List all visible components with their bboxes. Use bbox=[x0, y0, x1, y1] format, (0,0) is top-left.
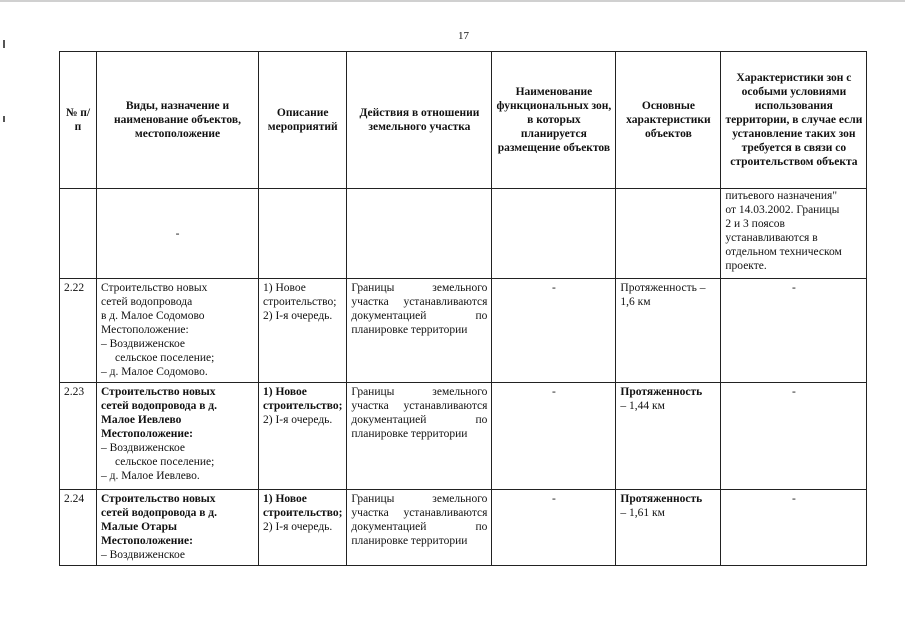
table-row bbox=[60, 490, 867, 566]
cell-name bbox=[97, 490, 259, 566]
header-zones: Наименование функциональных зон, в которых планируется размещение объектов bbox=[492, 52, 616, 189]
cell-special: - bbox=[721, 490, 867, 566]
desc-line: 2) I-я очередь. bbox=[263, 414, 333, 426]
desc-line: 2) I-я очередь. bbox=[263, 310, 333, 322]
main-label: Протяженность bbox=[620, 386, 703, 398]
cell-zones: - bbox=[492, 279, 616, 383]
table-row bbox=[60, 279, 867, 383]
location-line: сельское поселение; bbox=[115, 456, 215, 468]
location-line: – Воздвиженское bbox=[101, 338, 185, 350]
location-line: сельское поселение; bbox=[115, 352, 215, 364]
cell-main bbox=[616, 383, 721, 490]
location-line: – Воздвиженское bbox=[101, 549, 185, 561]
cell-zones: - bbox=[492, 490, 616, 566]
cell-actions: Границы земельного участка устанавливаются документацией по планировке территории bbox=[347, 279, 492, 383]
top-edge-line bbox=[0, 0, 905, 2]
text-line: отдельном техническом bbox=[725, 246, 842, 258]
location-line: – д. Малое Иевлево. bbox=[101, 470, 200, 482]
cell-special-continuation bbox=[721, 189, 867, 279]
cell-special: - bbox=[721, 279, 867, 383]
name-line: сетей водопровода в д. bbox=[101, 400, 217, 412]
cell-empty bbox=[60, 189, 97, 279]
cell-name-dash: - bbox=[97, 189, 259, 279]
cell-empty bbox=[616, 189, 721, 279]
cell-special: - bbox=[721, 383, 867, 490]
name-line: Строительство новых bbox=[101, 282, 208, 294]
cell-actions: Границы земельного участка устанавливаются документацией по планировке территории bbox=[347, 383, 492, 490]
text-line: питьевого назначения" bbox=[725, 190, 838, 202]
cell-num: 2.24 bbox=[60, 490, 97, 566]
text-line: устанавливаются в bbox=[725, 232, 818, 244]
header-main: Основные характеристики объектов bbox=[616, 52, 721, 189]
objects-table bbox=[59, 51, 867, 566]
edge-mark bbox=[3, 40, 5, 48]
main-value: – 1,61 км bbox=[620, 507, 665, 519]
name-line: Строительство новых bbox=[101, 493, 216, 505]
name-line: в д. Малое Содомово bbox=[101, 310, 205, 322]
cell-desc bbox=[259, 279, 347, 383]
header-desc: Описание мероприятий bbox=[259, 52, 347, 189]
cell-desc bbox=[259, 490, 347, 566]
page-number: 17 bbox=[458, 30, 469, 42]
cell-empty bbox=[347, 189, 492, 279]
desc-line: 1) Новое строительство; bbox=[263, 493, 343, 519]
header-special: Характеристики зон с особыми условиями использования территории, в случае если установление таких зон требуется в связи со строительством объекта bbox=[721, 52, 867, 189]
location-label: Местоположение: bbox=[101, 428, 193, 440]
main-value: – 1,44 км bbox=[620, 400, 665, 412]
cell-desc bbox=[259, 383, 347, 490]
header-name: Виды, назначение и наименование объектов, местоположение bbox=[97, 52, 259, 189]
cell-empty bbox=[492, 189, 616, 279]
location-label: Местоположение: bbox=[101, 535, 193, 547]
location-label: Местоположение: bbox=[101, 324, 189, 336]
cell-actions: Границы земельного участка устанавливаются документацией по планировке территории bbox=[347, 490, 492, 566]
text-line: 2 и 3 поясов bbox=[725, 218, 785, 230]
cell-num: 2.23 bbox=[60, 383, 97, 490]
name-line: Малые Отары bbox=[101, 521, 177, 533]
cell-empty bbox=[259, 189, 347, 279]
cell-zones: - bbox=[492, 383, 616, 490]
cell-main bbox=[616, 490, 721, 566]
desc-line: 1) Новое строительство; bbox=[263, 386, 343, 412]
location-line: – д. Малое Содомово. bbox=[101, 366, 208, 378]
desc-line: 2) I-я очередь. bbox=[263, 521, 333, 533]
cell-num: 2.22 bbox=[60, 279, 97, 383]
cell-name bbox=[97, 279, 259, 383]
text-line bbox=[725, 217, 862, 231]
table-row-continuation bbox=[60, 189, 867, 279]
table-row bbox=[60, 383, 867, 490]
header-actions: Действия в отношении земельного участка bbox=[347, 52, 492, 189]
edge-mark bbox=[3, 116, 5, 122]
header-num: № п/п bbox=[60, 52, 97, 189]
name-line: сетей водопровода bbox=[101, 296, 193, 308]
name-line: Малое Иевлево bbox=[101, 414, 182, 426]
table-header-row bbox=[60, 52, 867, 189]
main-label: Протяженность bbox=[620, 493, 703, 505]
location-line: – Воздвиженское bbox=[101, 442, 185, 454]
name-line: сетей водопровода в д. bbox=[101, 507, 217, 519]
cell-name bbox=[97, 383, 259, 490]
desc-line: 1) Новое строительство; bbox=[263, 282, 337, 308]
text-line: от 14.03.2002. Границы bbox=[725, 204, 840, 216]
cell-main: Протяженность – 1,6 км bbox=[616, 279, 721, 383]
name-line: Строительство новых bbox=[101, 386, 216, 398]
text-line: проекте. bbox=[725, 260, 767, 272]
